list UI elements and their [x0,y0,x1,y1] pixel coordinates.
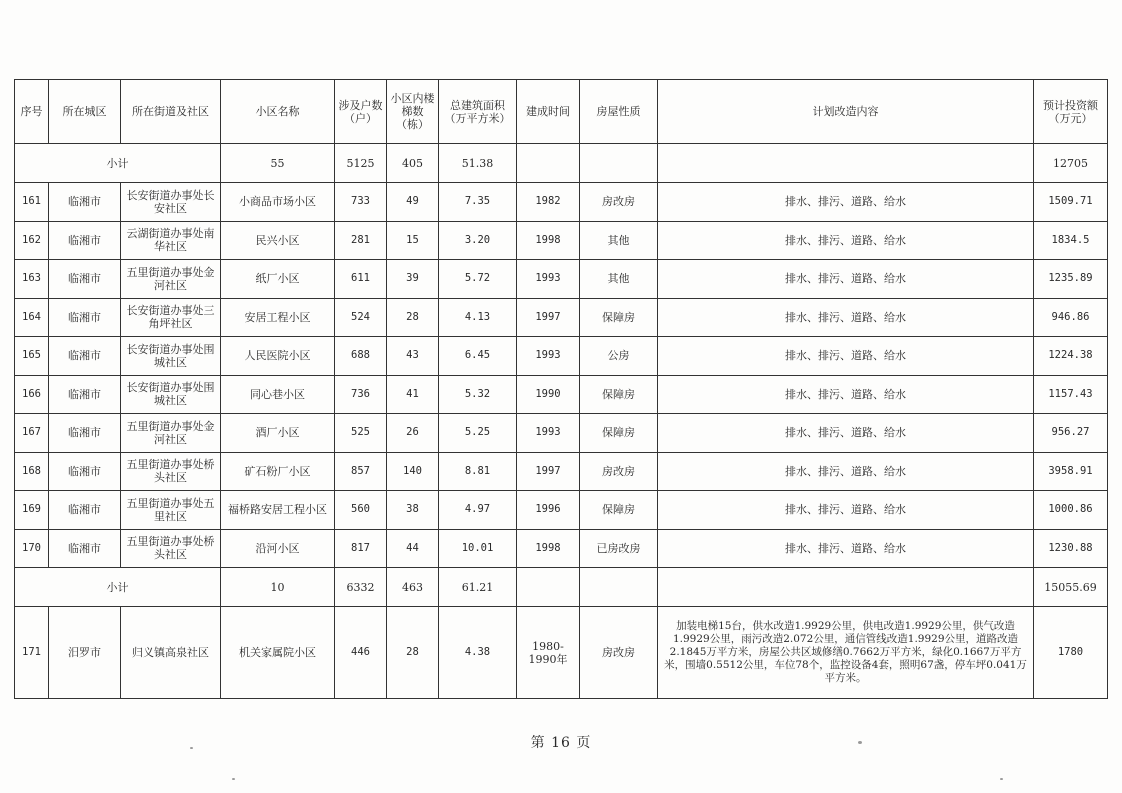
header-plan: 计划改造内容 [658,80,1034,144]
cell-name: 安居工程小区 [221,298,335,337]
cell-area: 6.45 [439,337,517,376]
cell-year: 1997 [517,452,580,491]
cell-plan: 排水、排污、道路、给水 [658,221,1034,260]
header-nature: 房屋性质 [580,80,658,144]
cell-city: 临湘市 [49,491,121,530]
subtotal-invest: 12705 [1034,144,1108,183]
table-row [15,337,1108,376]
subtotal-area: 51.38 [439,144,517,183]
cell-city: 临湘市 [49,260,121,299]
table-row [15,414,1108,453]
cell-households: 857 [335,452,387,491]
cell-seq: 169 [15,491,49,530]
cell-year: 1998 [517,529,580,568]
cell-nature: 保障房 [580,375,658,414]
cell-year: 1990 [517,375,580,414]
cell-area: 5.25 [439,414,517,453]
cell-nature: 保障房 [580,298,658,337]
cell-buildings: 44 [387,529,439,568]
cell-nature: 已房改房 [580,529,658,568]
cell-plan: 排水、排污、道路、给水 [658,183,1034,222]
page-number: 第 16 页 [530,735,592,751]
cell-households: 817 [335,529,387,568]
cell-invest: 1834.5 [1034,221,1108,260]
cell-invest: 3958.91 [1034,452,1108,491]
table-row [15,221,1108,260]
table-row [15,491,1108,530]
cell-households: 560 [335,491,387,530]
cell-city: 临湘市 [49,452,121,491]
cell-invest: 1224.38 [1034,337,1108,376]
cell-plan: 加装电梯15台，供水改造1.9929公里，供电改造1.9929公里，供气改造1.9929公里，雨污改造2.072公里，通信管线改造1.9929公里，道路改造2.1845万平方米，房屋公共区域修缮0.7662万平方米，绿化0.1667万平方米，围墙0.5512公里，车位78个，监控设备4套，照明67盏，停车坪0.041万平方米。 [658,607,1034,699]
cell-buildings: 15 [387,221,439,260]
cell-name: 沿河小区 [221,529,335,568]
table-row [15,529,1108,568]
cell-invest: 1235.89 [1034,260,1108,299]
subtotal-area: 61.21 [439,568,517,607]
cell-area: 10.01 [439,529,517,568]
subtotal-buildings: 405 [387,144,439,183]
cell-nature: 房改房 [580,183,658,222]
table-row [15,260,1108,299]
cell-seq: 164 [15,298,49,337]
subtotal-count: 10 [221,568,335,607]
cell-name: 纸厂小区 [221,260,335,299]
cell-households: 736 [335,375,387,414]
cell-plan: 排水、排污、道路、给水 [658,491,1034,530]
cell-street: 五里街道办事处桥头社区 [121,529,221,568]
cell-nature: 保障房 [580,414,658,453]
cell-seq: 166 [15,375,49,414]
subtotal-row [15,144,1108,183]
subtotal-empty [580,144,658,183]
subtotal-row [15,568,1108,607]
cell-seq: 162 [15,221,49,260]
cell-street: 五里街道办事处五里社区 [121,491,221,530]
scan-speck [1000,778,1003,780]
subtotal-label: 小计 [15,568,221,607]
subtotal-label: 小计 [15,144,221,183]
cell-plan: 排水、排污、道路、给水 [658,260,1034,299]
cell-seq: 161 [15,183,49,222]
cell-seq: 165 [15,337,49,376]
table-row [15,607,1108,699]
cell-street: 归义镇高泉社区 [121,607,221,699]
cell-city: 临湘市 [49,298,121,337]
header-name: 小区名称 [221,80,335,144]
subtotal-empty [580,568,658,607]
cell-city: 临湘市 [49,337,121,376]
cell-households: 524 [335,298,387,337]
cell-seq: 168 [15,452,49,491]
cell-seq: 171 [15,607,49,699]
cell-area: 4.97 [439,491,517,530]
header-street: 所在街道及社区 [121,80,221,144]
table-header-row [15,80,1108,144]
cell-city: 临湘市 [49,529,121,568]
cell-street: 长安街道办事处长安社区 [121,183,221,222]
cell-households: 281 [335,221,387,260]
cell-nature: 其他 [580,260,658,299]
cell-area: 4.13 [439,298,517,337]
cell-name: 福桥路安居工程小区 [221,491,335,530]
cell-street: 长安街道办事处围城社区 [121,375,221,414]
cell-year: 1998 [517,221,580,260]
cell-area: 7.35 [439,183,517,222]
cell-year: 1997 [517,298,580,337]
header-year: 建成时间 [517,80,580,144]
cell-city: 临湘市 [49,375,121,414]
cell-households: 446 [335,607,387,699]
cell-plan: 排水、排污、道路、给水 [658,298,1034,337]
cell-street: 云湖街道办事处南华社区 [121,221,221,260]
header-households: 涉及户数（户） [335,80,387,144]
cell-buildings: 140 [387,452,439,491]
scan-speck [190,747,193,749]
cell-year: 1993 [517,260,580,299]
cell-street: 五里街道办事处金河社区 [121,414,221,453]
cell-buildings: 43 [387,337,439,376]
cell-buildings: 28 [387,298,439,337]
cell-name: 机关家属院小区 [221,607,335,699]
table-row [15,183,1108,222]
renovation-table [14,79,1108,699]
cell-area: 4.38 [439,607,517,699]
subtotal-households: 6332 [335,568,387,607]
cell-area: 8.81 [439,452,517,491]
cell-buildings: 38 [387,491,439,530]
subtotal-empty [517,568,580,607]
header-city: 所在城区 [49,80,121,144]
cell-households: 688 [335,337,387,376]
cell-invest: 1780 [1034,607,1108,699]
cell-seq: 163 [15,260,49,299]
cell-invest: 1000.86 [1034,491,1108,530]
cell-name: 小商品市场小区 [221,183,335,222]
cell-households: 525 [335,414,387,453]
cell-year: 1993 [517,414,580,453]
cell-buildings: 26 [387,414,439,453]
cell-plan: 排水、排污、道路、给水 [658,414,1034,453]
cell-nature: 其他 [580,221,658,260]
cell-name: 酒厂小区 [221,414,335,453]
cell-name: 民兴小区 [221,221,335,260]
subtotal-empty [517,144,580,183]
cell-buildings: 28 [387,607,439,699]
cell-year: 1980-1990年 [517,607,580,699]
subtotal-invest: 15055.69 [1034,568,1108,607]
cell-name: 同心巷小区 [221,375,335,414]
table-row [15,452,1108,491]
cell-city: 临湘市 [49,183,121,222]
subtotal-buildings: 463 [387,568,439,607]
cell-name: 矿石粉厂小区 [221,452,335,491]
cell-nature: 房改房 [580,452,658,491]
cell-street: 五里街道办事处金河社区 [121,260,221,299]
cell-city: 汨罗市 [49,607,121,699]
header-invest: 预计投资额（万元） [1034,80,1108,144]
subtotal-empty [658,144,1034,183]
cell-buildings: 39 [387,260,439,299]
cell-seq: 170 [15,529,49,568]
cell-area: 3.20 [439,221,517,260]
header-buildings: 小区内楼梯数（栋） [387,80,439,144]
cell-nature: 保障房 [580,491,658,530]
table-row [15,375,1108,414]
cell-city: 临湘市 [49,414,121,453]
header-area: 总建筑面积（万平方米） [439,80,517,144]
cell-plan: 排水、排污、道路、给水 [658,375,1034,414]
cell-invest: 1157.43 [1034,375,1108,414]
cell-seq: 167 [15,414,49,453]
scan-speck [232,778,235,780]
cell-street: 长安街道办事处围城社区 [121,337,221,376]
cell-invest: 1230.88 [1034,529,1108,568]
cell-year: 1982 [517,183,580,222]
cell-year: 1996 [517,491,580,530]
cell-nature: 公房 [580,337,658,376]
cell-invest: 946.86 [1034,298,1108,337]
cell-invest: 956.27 [1034,414,1108,453]
cell-street: 五里街道办事处桥头社区 [121,452,221,491]
cell-year: 1993 [517,337,580,376]
cell-buildings: 41 [387,375,439,414]
subtotal-households: 5125 [335,144,387,183]
cell-households: 733 [335,183,387,222]
cell-city: 临湘市 [49,221,121,260]
scan-speck [858,741,862,744]
cell-street: 长安街道办事处三角坪社区 [121,298,221,337]
cell-invest: 1509.71 [1034,183,1108,222]
header-seq: 序号 [15,80,49,144]
cell-households: 611 [335,260,387,299]
cell-name: 人民医院小区 [221,337,335,376]
cell-plan: 排水、排污、道路、给水 [658,529,1034,568]
cell-nature: 房改房 [580,607,658,699]
cell-area: 5.72 [439,260,517,299]
cell-plan: 排水、排污、道路、给水 [658,452,1034,491]
subtotal-count: 55 [221,144,335,183]
cell-area: 5.32 [439,375,517,414]
cell-buildings: 49 [387,183,439,222]
cell-plan: 排水、排污、道路、给水 [658,337,1034,376]
table-row [15,298,1108,337]
subtotal-empty [658,568,1034,607]
